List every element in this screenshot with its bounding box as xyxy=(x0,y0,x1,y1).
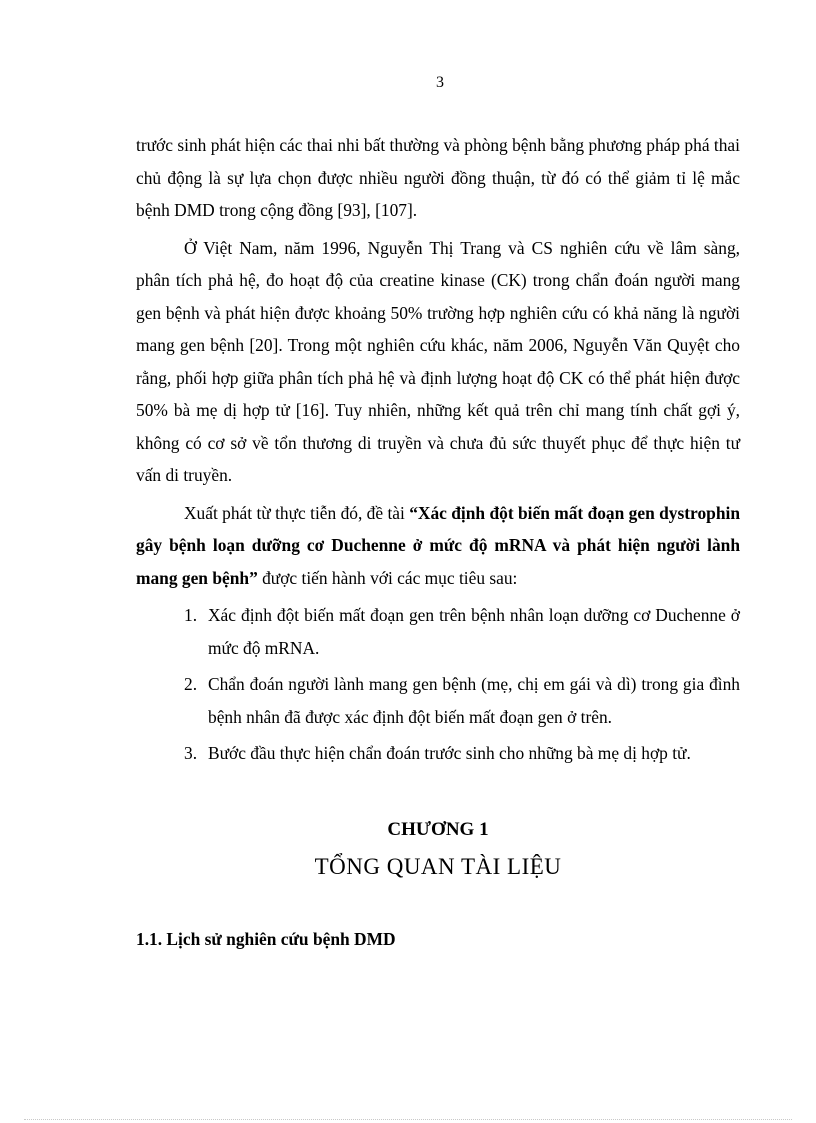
list-item-text: Xác định đột biến mất đoạn gen trên bệnh nhân loạn dưỡng cơ Duchenne ở mức độ mRNA. xyxy=(208,605,740,658)
paragraph-research-topic xyxy=(136,497,740,595)
paragraph-vietnam-research: Ở Việt Nam, năm 1996, Nguyễn Thị Trang và CS nghiên cứu về lâm sàng, phân tích phả hệ, đo hoạt độ của creatine kinase (CK) trong chẩn đoán người mang gen bệnh và phát hiện được khoảng 50% trường hợp nghiên cứu có khả năng là người mang gen bệnh [20]. Trong một nghiên cứu khác, năm 2006, Nguyễn Văn Quyệt cho rằng, phối hợp giữa phân tích phả hệ và định lượng hoạt độ CK có thể phát hiện được 50% bà mẹ dị hợp tử [16]. Tuy nhiên, những kết quả trên chỉ mang tính chất gợi ý, không có cơ sở về tổn thương di truyền và chưa đủ sức thuyết phục để thực hiện tư vấn di truyền. xyxy=(136,237,740,485)
list-item xyxy=(136,668,740,733)
topic-intro-text: Xuất phát từ thực tiễn đó, đề tài xyxy=(184,502,410,523)
paragraph-continuation: trước sinh phát hiện các thai nhi bất thường và phòng bệnh bằng phương pháp phá thai chủ động là sự lựa chọn được nhiều người đồng thuận, từ đó có thể giảm tỉ lệ mắc bệnh DMD trong cộng đồng [93], [107]. xyxy=(136,135,740,220)
chapter-title: TỔNG QUAN TÀI LIỆU xyxy=(314,853,562,879)
document-body xyxy=(136,129,740,955)
list-item-text: Chẩn đoán người lành mang gen bệnh (mẹ, chị em gái và dì) trong gia đình bệnh nhân đã được xác định đột biến mất đoạn gen ở trên. xyxy=(208,674,740,727)
section-heading: 1.1. Lịch sử nghiên cứu bệnh DMD xyxy=(136,928,396,949)
chapter-label: CHƯƠNG 1 xyxy=(387,818,489,840)
list-number: 1. xyxy=(184,605,198,625)
list-number: 3. xyxy=(184,743,198,763)
topic-end-text: được tiến hành với các mục tiêu sau: xyxy=(257,567,518,588)
list-item-text: Bước đầu thực hiện chẩn đoán trước sinh cho những bà mẹ dị hợp tử. xyxy=(208,743,691,763)
topic-title: “Xác định đột biến mất đoạn gen dystrophin gây bệnh loạn dưỡng cơ Duchenne ở mức độ mRNA và phát hiện người lành mang gen bệnh” xyxy=(136,502,740,588)
list-item xyxy=(136,599,740,664)
list-item xyxy=(136,737,740,770)
page-number: 3 xyxy=(436,74,444,91)
page-bottom-divider xyxy=(24,1119,792,1120)
objectives-list xyxy=(136,599,740,770)
list-number: 2. xyxy=(184,674,198,694)
